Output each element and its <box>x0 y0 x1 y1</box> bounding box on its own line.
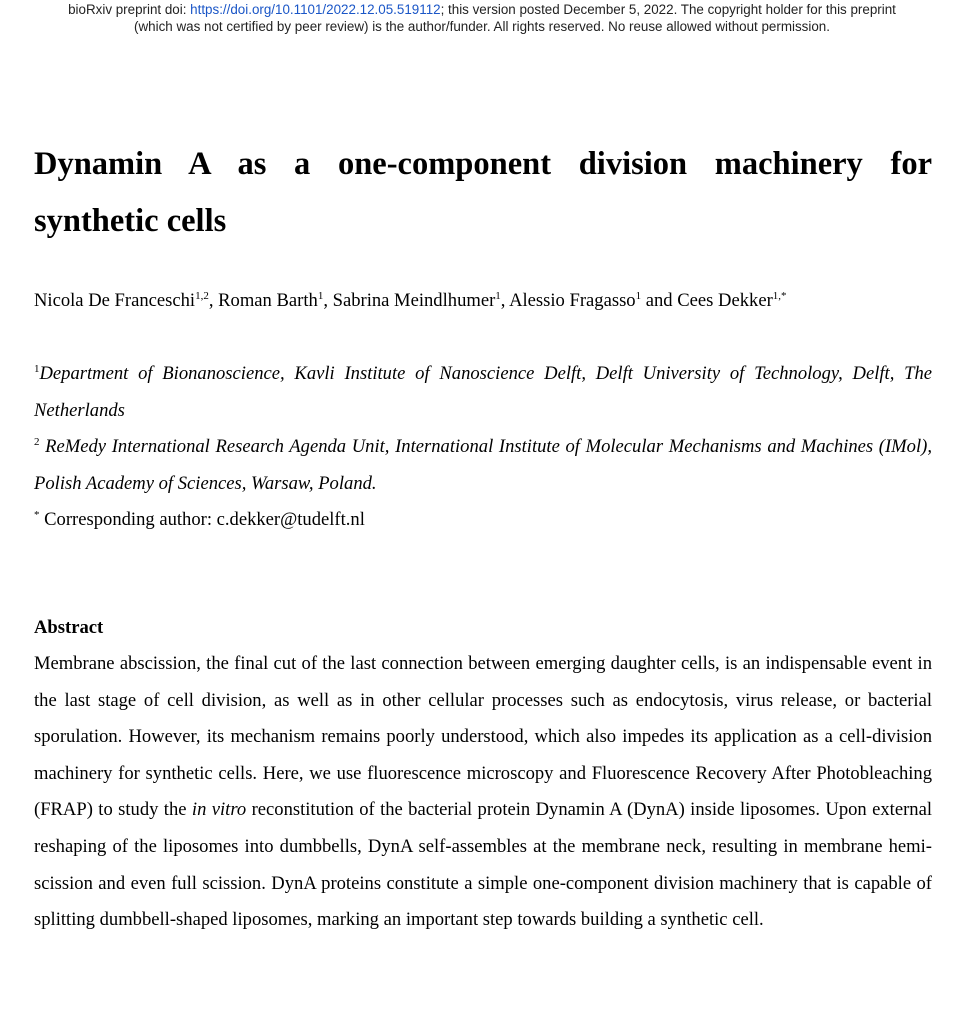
author-separator: , <box>323 290 333 311</box>
author-list <box>34 287 932 315</box>
corresponding-text: Corresponding author: c.dekker@tudelft.nl <box>44 509 365 531</box>
abstract-text-part-2: reconstitution of the bacterial protein Dynamin A (DynA) inside liposomes. Upon external reshaping of the liposomes into dumbbells, DynA self-assembles at the membrane neck, resulting in membrane hemi-scission and even full scission. DynA proteins constitute a simple one-component division machinery that is capable of splitting dumbbell-shaped liposomes, marking an important step towards building a synthetic cell. <box>34 799 932 931</box>
affiliation-1 <box>34 356 932 429</box>
abstract-heading: Abstract <box>34 617 104 638</box>
author-affil-sup: 1 <box>317 290 324 302</box>
affiliations <box>34 356 932 539</box>
abstract-italic-term: in vitro <box>191 799 247 821</box>
author-affil-sup: 1,2 <box>195 290 209 302</box>
title-line-2: synthetic cells <box>34 203 227 239</box>
author-separator: , <box>500 290 510 311</box>
affiliation-sup: 2 <box>34 436 40 449</box>
banner-line-1 <box>0 1 964 18</box>
paper-title <box>34 136 932 250</box>
corresponding-sup: * <box>34 509 40 522</box>
author-conjunction: and <box>641 290 678 311</box>
corresponding-author <box>34 502 932 539</box>
author-separator: , <box>208 290 219 311</box>
affiliation-text: Department of Bionanoscience, Kavli Institute of Nanoscience Delft, Delft University of Technology, Delft, The Netherlands <box>34 363 932 421</box>
author-name: Alessio Fragasso <box>509 290 636 311</box>
author-name: Nicola De Franceschi <box>34 290 196 311</box>
affiliation-2 <box>34 429 932 502</box>
author-name: Roman Barth <box>218 290 318 311</box>
author-affil-sup: 1 <box>635 290 642 302</box>
abstract-text-part-1: Membrane abscission, the final cut of the last connection between emerging daughter cells, is an indispensable event in the last stage of cell division, as well as in other cellular processes such as endocytosis, virus release, or bacterial sporulation. However, its mechanism remains poorly understood, which also impedes its application as a cell-division machinery for synthetic cells. Here, we use fluorescence microscopy and Fluorescence Recovery After Photobleaching (FRAP) to study the <box>34 653 932 821</box>
author-affil-sup: 1,* <box>772 290 787 302</box>
affiliation-text: ReMedy International Research Agenda Unit, International Institute of Molecular Mechanisms and Machines (IMol), Polish Academy of Sciences, Warsaw, Poland. <box>34 436 932 494</box>
banner-prefix: bioRxiv preprint doi: <box>68 2 191 17</box>
author-affil-sup: 1 <box>495 290 501 302</box>
abstract-body <box>34 646 932 939</box>
title-line-1: Dynamin A as a one-component division machinery for <box>34 146 932 182</box>
affiliation-sup: 1 <box>34 363 40 375</box>
author-name: Cees Dekker <box>677 290 773 311</box>
banner-line-2: (which was not certified by peer review) is the author/funder. All rights reserved. No reuse allowed without permission. <box>134 19 830 34</box>
banner-suffix: ; this version posted December 5, 2022. The copyright holder for this preprint <box>440 2 896 17</box>
doi-link[interactable]: https://doi.org/10.1101/2022.12.05.519112 <box>190 2 441 17</box>
preprint-banner <box>0 1 964 35</box>
author-name: Sabrina Meindlhumer <box>332 290 496 311</box>
